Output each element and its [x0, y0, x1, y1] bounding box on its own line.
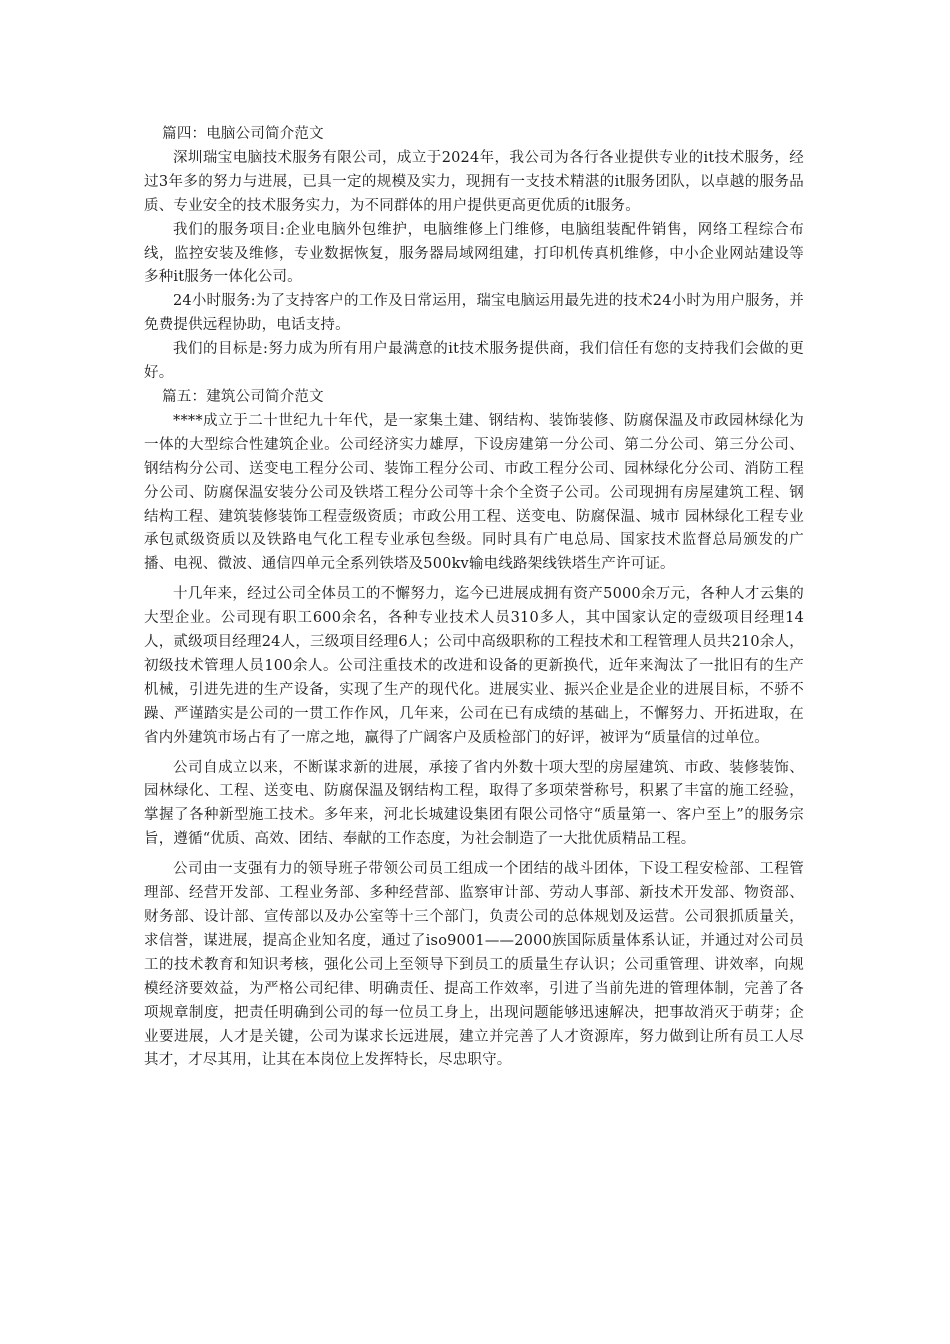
- paragraph: 24小时服务:为了支持客户的工作及日常运用，瑞宝电脑运用最先进的技术24小时为用户服务，并免费提供远程协助，电话支持。: [144, 293, 804, 334]
- section-title: 篇五：建筑公司简介范文: [162, 388, 324, 405]
- section-title: 篇四：电脑公司简介范文: [162, 126, 324, 142]
- paragraph: 公司由一支强有力的领导班子带领公司员工组成一个团结的战斗团体，下设工程安检部、工程管理部、经营开发部、工程业务部、多种经营部、监察审计部、劳动人事部、新技术开发部、物资部、财务部、设计部、宣传部以及办公室等十三个部门，负责公司的总体规划及运营。公司狠抓质量关，求信誉，谋进展，提高企业知名度，通过了iso9001——2000族国际质量体系认证，并通过对公司员工的技术教育和知识考核，强化公司上至领导下到员工的质量生存认识；公司重管理、讲效率，向规模经济要效益，为严格公司纪律、明确责任、提高工作效率，引进了当前先进的管理体制，完善了各项规章制度，把责任明确到公司的每一位员工身上，出现问题能够迅速解决，把事故消灭于萌芽；企业要进展，人才是关键，公司为谋求长远进展，建立并完善了人才资源库，努力做到让所有员工人尽其才，才尽其用，让其在本岗位上发挥特长，尽忠职守。: [144, 861, 804, 1069]
- paragraph: 十几年来，经过公司全体员工的不懈努力，迄今已进展成拥有资产5000余万元，各种人才云集的大型企业。公司现有职工600余名，各种专业技术人员310多人，其中国家认定的壹级项目经理14人，贰级项目经理24人，三级项目经理6人；公司中高级职称的工程技术和工程管理人员共210余人，初级技术管理人员100余人。公司注重技术的改进和设备的更新换代，近年来淘汰了一批旧有的生产机械，引进先进的生产设备，实现了生产的现代化。进展实业、振兴企业是企业的进展目标，不骄不躁、严谨踏实是公司的一贯工作作风，几年来，公司在已有成绩的基础上，不懈努力、开拓进取，在省内外建筑市场占有了一席之地，赢得了广阔客户及质检部门的好评，被评为“质量信的过单位。: [144, 586, 804, 746]
- paragraph: 深圳瑞宝电脑技术服务有限公司，成立于2024年，我公司为各行各业提供专业的it技术服务，经过3年多的努力与进展，已具一定的规模及实力，现拥有一支技术精湛的it服务团队，以卓越的服务品质、专业安全的技术服务实力，为不同群体的用户提供更高更优质的it服务。: [144, 149, 804, 214]
- document-body: [144, 123, 804, 1073]
- paragraph: 公司自成立以来，不断谋求新的进展，承接了省内外数十项大型的房屋建筑、市政、装修装饰、园林绿化、工程、送变电、防腐保温及钢结构工程，取得了多项荣誉称号，积累了丰富的施工经验，掌握了各种新型施工技术。多年来，河北长城建设集团有限公司恪守“质量第一、客户至上”的服务宗旨，遵循“优质、高效、团结、奉献的工作态度，为社会制造了一大批优质精品工程。: [144, 759, 804, 848]
- paragraph: 我们的服务项目:企业电脑外包维护，电脑维修上门维修，电脑组装配件销售，网络工程综合布线，监控安装及维修，专业数据恢复，服务器局域网组建，打印机传真机维修，中小企业网站建设等多种it服务一体化公司。: [144, 221, 804, 286]
- paragraph: ****成立于二十世纪九十年代，是一家集土建、钢结构、装饰装修、防腐保温及市政园林绿化为一体的大型综合性建筑企业。公司经济实力雄厚，下设房建第一分公司、第二分公司、第三分公司、钢结构分公司、送变电工程分公司、装饰工程分公司、市政工程分公司、园林绿化分公司、消防工程分公司、防腐保温安装分公司及铁塔工程分公司等十余个全资子公司。公司现拥有房屋建筑工程、钢结构工程、建筑装修装饰工程壹级资质；市政公用工程、送变电、防腐保温、城市 园林绿化工程专业承包贰级资质以及铁路电气化工程专业承包叁级。同时具有广电总局、国家技术监督总局颁发的广播、电视、微波、通信四单元全系列铁塔及500kv输电线路架线铁塔生产许可证。: [144, 412, 804, 573]
- paragraph: 我们的目标是:努力成为所有用户最满意的it技术服务提供商，我们信任有您的支持我们会做的更好。: [144, 341, 804, 382]
